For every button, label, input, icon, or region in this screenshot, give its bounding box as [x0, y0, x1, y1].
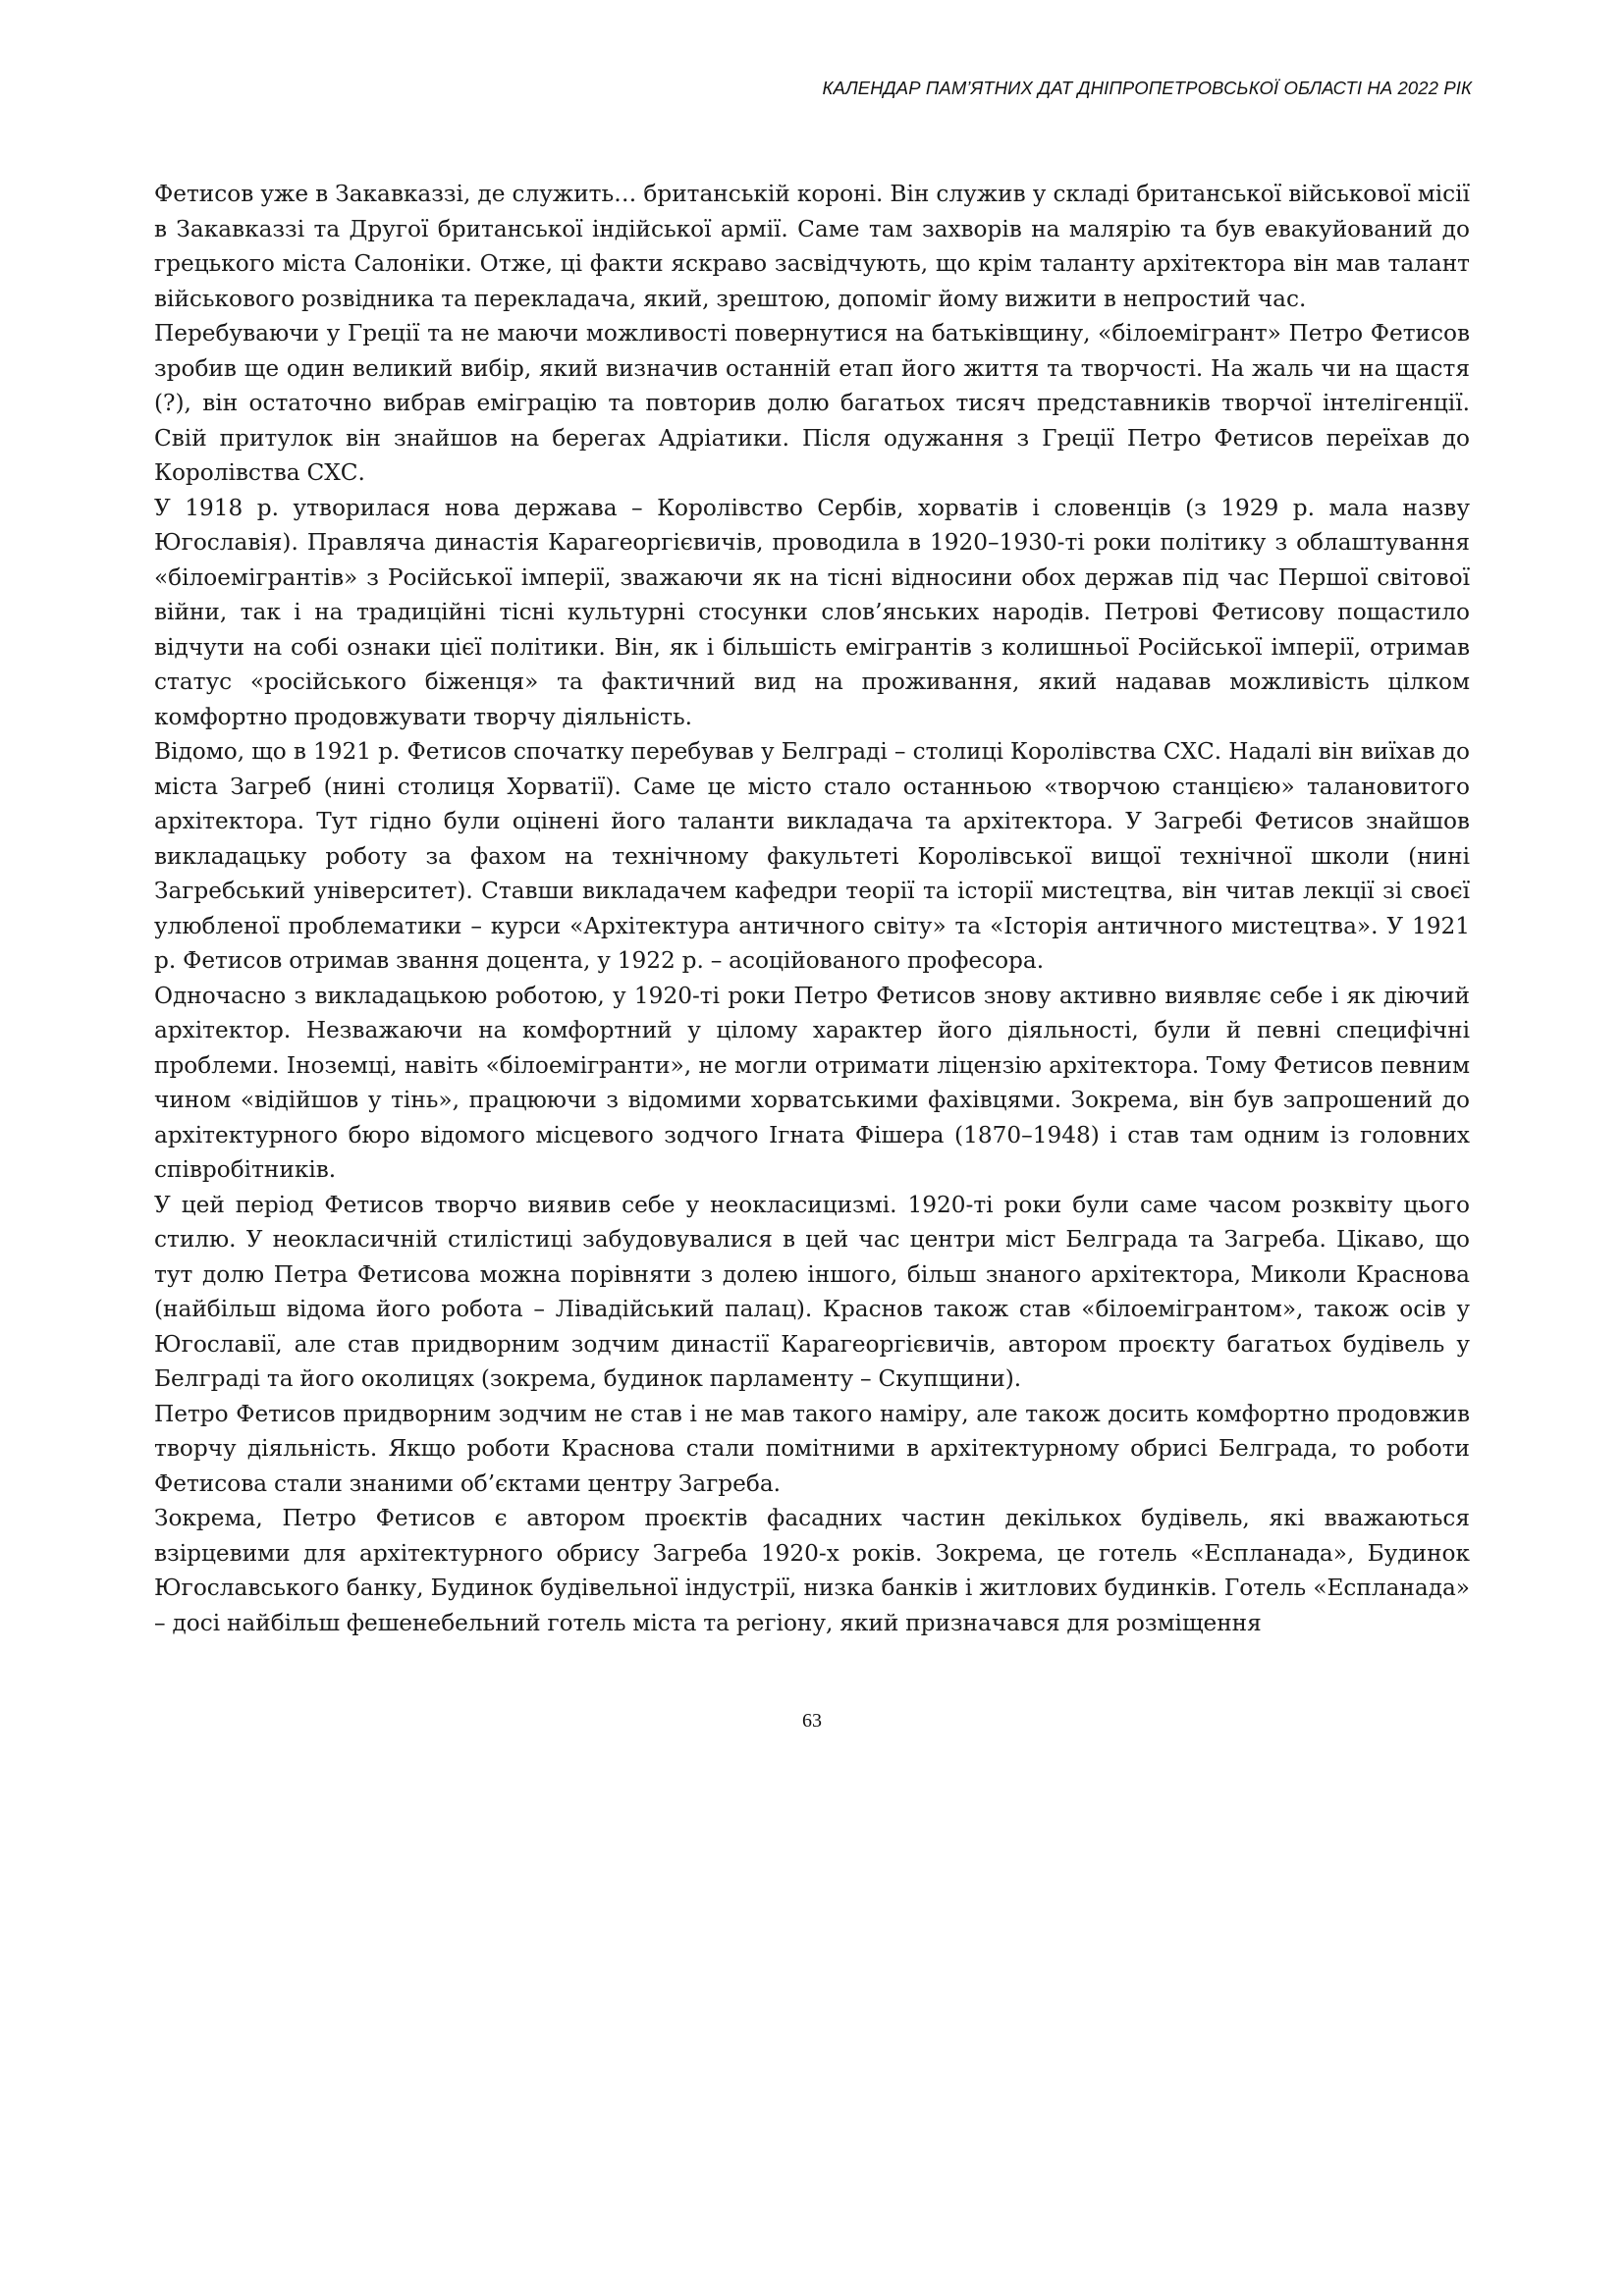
paragraph-1: Фетисов уже в Закавказзі, де служить… британській короні. Він служив у складі британської військової місії в Закавказзі та Другої британської індійської армії. Саме там захворів на малярію та був евакуйований до грецького міста Салоніки. Отже, ці факти яскраво засвідчують, що крім таланту архітектора він мав талант військового розвідника та перекладача, який, зрештою, допоміг йому вижити в непростий час.: [154, 181, 1470, 312]
paragraph-4: Відомо, що в 1921 р. Фетисов спочатку перебував у Белграді – столиці Королівства СХС. Надалі він виїхав до міста Загреб (нині столиця Хорватії). Саме це місто стало останньою «творчою станцією» талановитого архітектора. Тут гідно були оцінені його таланти викладача та архітектора. У Загребі Фетисов знайшов викладацьку роботу за фахом на технічному факультеті Королівської вищої технічної школи (нині Загребський університет). Ставши викладачем кафедри теорії та історії мистецтва, він читав лекції зі своєї улюбленої проблематики – курси «Архітектура античного світу» та «Історія античного мистецтва». У 1921 р. Фетисов отримав звання доцента, у 1922 р. – асоційованого професора.: [154, 738, 1470, 974]
paragraph-3: У 1918 р. утворилася нова держава – Королівство Сербів, хорватів і словенців (з 1929 р. мала назву Югославія). Правляча династія Карагеоргієвичів, проводила в 1920–1930-ті роки політику з облаштування «білоемігрантів» з Російської імперії, зважаючи як на тісні відносини обох держав під час Першої світової війни, так і на традиційні тісні культурні стосунки слов’янських народів. Петрові Фетисову пощастило відчути на собі ознаки цієї політики. Він, як і більшість емігрантів з колишньої Російської імперії, отримав статус «російського біженця» та фактичний вид на проживання, який надавав можливість цілком комфортно продовжувати творчу діяльність.: [154, 494, 1470, 730]
running-header: КАЛЕНДАР ПАМ’ЯТНИХ ДАТ ДНІПРОПЕТРОВСЬКОЇ ОБЛАСТІ НА 2022 РІК: [822, 78, 1472, 98]
paragraph-6: У цей період Фетисов творчо виявив себе у неокласицизмі. 1920-ті роки були саме часом розквіту цього стилю. У неокласичній стилістиці забудовувалися в цей час центри міст Белграда та Загреба. Цікаво, що тут долю Петра Фетисова можна порівняти з долею іншого, більш знаного архітектора, Миколи Краснова (найбільш відома його робота – Лівадійський палац). Краснов також став «білоемігрантом», також осів у Югославії, але став придворним зодчим династії Карагеоргієвичів, автором проєкту багатьох будівель у Белграді та його околицях (зокрема, будинок парламенту – Скупщини).: [154, 1191, 1470, 1392]
page-number: 63: [802, 1710, 822, 1732]
paragraph-8: Зокрема, Петро Фетисов є автором проєктів фасадних частин декількох будівель, які вважаються взірцевими для архітектурного обрису Загреба 1920-х років. Зокрема, це готель «Еспланада», Будинок Югославського банку, Будинок будівельної індустрії, низка банків і житлових будинків. Готель «Еспланада» – досі найбільш фешенебельний готель міста та регіону, який призначався для розміщення: [154, 1505, 1470, 1636]
paragraph-7: Петро Фетисов придворним зодчим не став і не мав такого наміру, але також досить комфортно продовжив творчу діяльність. Якщо роботи Краснова стали помітними в архітектурному обрисі Белграда, то роботи Фетисова стали знаними об’єктами центру Загреба.: [154, 1400, 1470, 1497]
body-text: [154, 177, 1470, 1640]
paragraph-2: Перебуваючи у Греції та не маючи можливості повернутися на батьківщину, «білоемігрант» Петро Фетисов зробив ще один великий вибір, який визначив останній етап його життя та творчості. На жаль чи на щастя (?), він остаточно вибрав еміграцію та повторив долю багатьох тисяч представників творчої інтелігенції. Свій притулок він знайшов на берегах Адріатики. Після одужання з Греції Петро Фетисов переїхав до Королівства СХС.: [154, 320, 1470, 486]
paragraph-5: Одночасно з викладацькою роботою, у 1920-ті роки Петро Фетисов знову активно виявляє себе і як діючий архітектор. Незважаючи на комфортний у цілому характер його діяльності, були й певні специфічні проблеми. Іноземці, навіть «білоемігранти», не могли отримати ліцензію архітектора. Тому Фетисов певним чином «відійшов у тінь», працюючи з відомими хорватськими фахівцями. Зокрема, він був запрошений до архітектурного бюро відомого місцевого зодчого Ігната Фішера (1870–1948) і став там одним із головних співробітників.: [154, 982, 1470, 1183]
